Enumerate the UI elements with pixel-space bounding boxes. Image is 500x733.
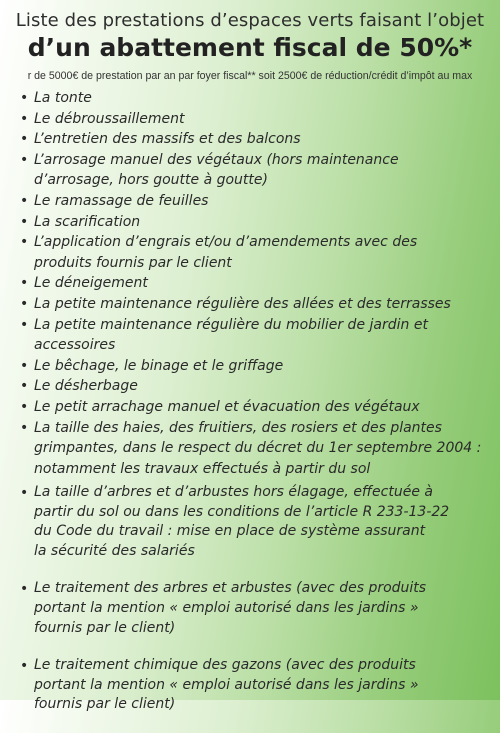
list-item <box>20 397 495 418</box>
bullet-icon: • <box>20 419 29 436</box>
list-item <box>20 656 495 715</box>
bullet-icon: • <box>20 658 29 675</box>
bullet-icon: • <box>20 398 29 415</box>
bullet-icon: • <box>20 110 29 127</box>
list-item-text: La petite maintenance régulière des allées et des terrasses <box>34 295 451 312</box>
bullet-icon: • <box>20 275 29 292</box>
bullet-icon: • <box>20 295 29 312</box>
list-item-text: La taille d’arbres et d’arbustes hors élagage, effectuée à partir du sol ou dans les conditions de l’article R 233-13-22 du Code du travail : mise en place de système assurant la sécurité des salariés <box>34 484 450 559</box>
list-item <box>20 109 495 130</box>
list-item-text: Le déneigement <box>34 275 148 292</box>
bullet-icon: • <box>20 192 29 209</box>
bullet-icon: • <box>20 485 29 501</box>
list-item-text: L’arrosage manuel des végétaux (hors maintenance d’arrosage, hors goutte à goutte) <box>34 151 399 189</box>
list-item-text: L’entretien des massifs et des balcons <box>34 131 301 148</box>
bullet-icon: • <box>20 90 29 106</box>
bullet-icon: • <box>20 378 29 395</box>
list-item <box>20 294 495 315</box>
bullet-icon: • <box>20 357 29 374</box>
bullet-icon: • <box>20 316 29 333</box>
services-list <box>20 88 495 479</box>
list-item <box>20 579 495 638</box>
list-item-text: Le traitement chimique des gazons (avec des produits portant la mention « emploi autorisé dans les jardins » fournis par le client) <box>34 657 419 713</box>
list-item <box>20 88 495 109</box>
list-item-text: La taille des haies, des fruitiers, des rosiers et des plantes grimpantes, dans le respect du décret du 1er septembre 2004 : notamment les travaux effectués à partir du sol <box>34 419 482 477</box>
list-item-text: Le débroussaillement <box>34 110 185 127</box>
list-item <box>20 129 495 150</box>
list-item <box>20 483 495 561</box>
additional-services-list <box>20 483 495 733</box>
list-item-text: Le bêchage, le binage et le griffage <box>34 357 284 374</box>
list-item-text: Le traitement des arbres et arbustes (avec des produits portant la mention « emploi autorisé dans les jardins » fournis par le client) <box>34 580 427 636</box>
list-item-text: La petite maintenance régulière du mobilier de jardin et accessoires <box>34 316 428 354</box>
list-item-text: L’application d’engrais et/ou d’amendements avec des produits fournis par le client <box>34 234 418 271</box>
list-item <box>20 315 495 356</box>
list-item-text: La tonte <box>34 90 92 106</box>
bullet-icon: • <box>20 581 29 598</box>
list-item <box>20 212 495 233</box>
list-item-text: Le ramassage de feuilles <box>34 192 209 209</box>
list-item <box>20 232 495 273</box>
list-item-text: La scarification <box>34 213 141 230</box>
list-item <box>20 418 495 480</box>
list-item <box>20 273 495 294</box>
list-item-text: Le désherbage <box>34 378 138 395</box>
bullet-icon: • <box>20 234 29 251</box>
bullet-icon: • <box>20 213 29 230</box>
bullet-icon: • <box>20 151 29 168</box>
list-item-text: Le petit arrachage manuel et évacuation des végétaux <box>34 398 420 415</box>
list-item <box>20 356 495 377</box>
bullet-icon: • <box>20 131 29 148</box>
subtitle-tax-note: r de 5000€ de prestation par an par foyer fiscal** soit 2500€ de réduction/crédit d’impôt au max <box>27 70 473 82</box>
list-item <box>20 376 495 397</box>
list-item <box>20 150 495 191</box>
list-item <box>20 191 495 212</box>
heading-line-2: d’un abattement fiscal de 50%* <box>27 33 473 62</box>
heading-line-1: Liste des prestations d’espaces verts faisant l’objet <box>15 10 485 31</box>
